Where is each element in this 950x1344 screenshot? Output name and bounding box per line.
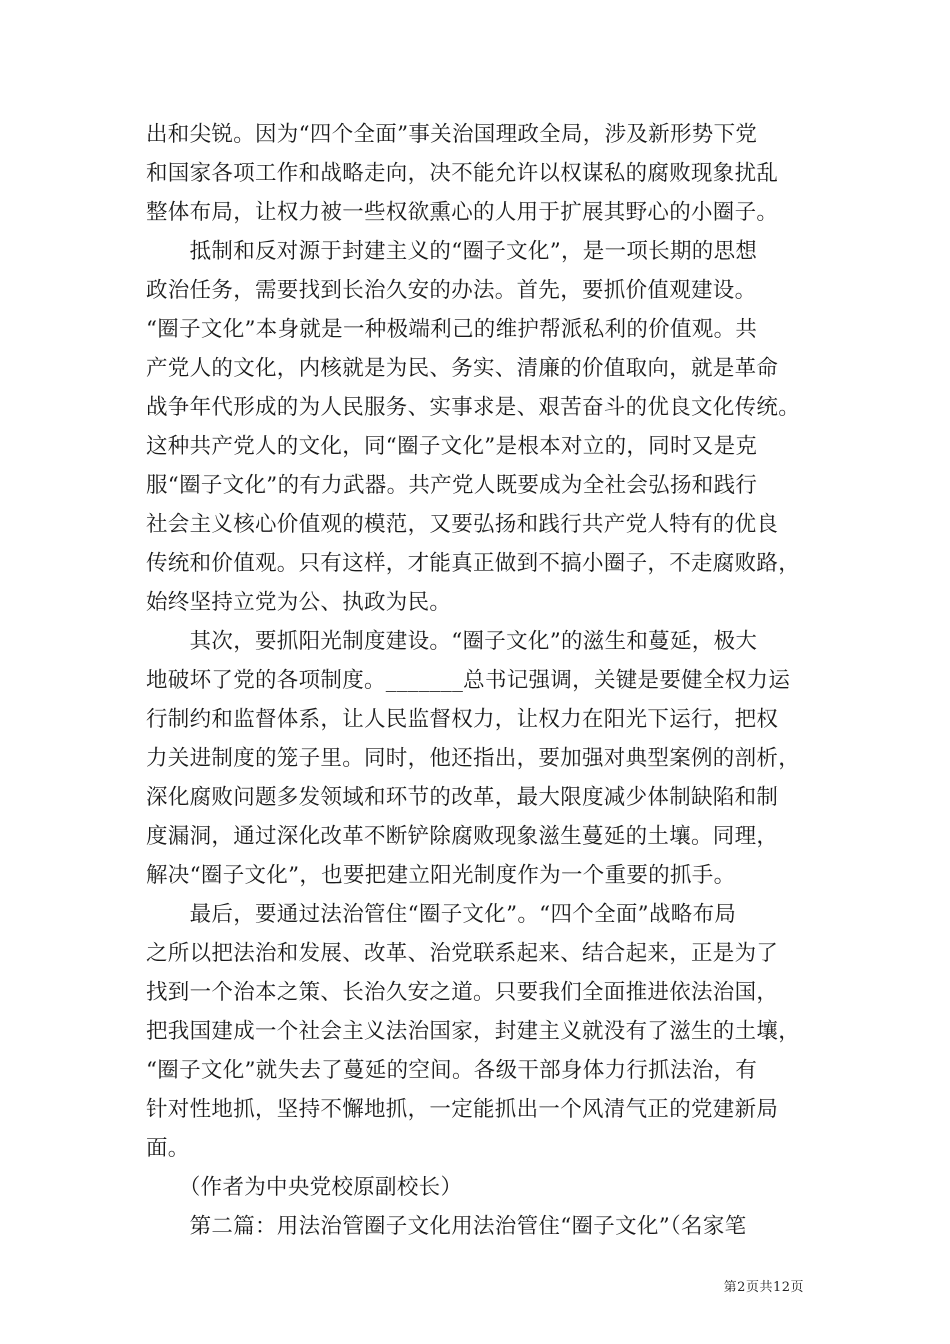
text-line: 传统和价值观。只有这样，才能真正做到不搞小圈子，不走腐败路，	[146, 551, 801, 576]
text-line: 这种共产党人的文化，同“圈子文化”是根本对立的，同时又是克	[146, 434, 758, 459]
text-line: 和国家各项工作和战略走向，决不能允许以权谋私的腐败现象扰乱	[146, 161, 779, 186]
text-line: 找到一个治本之策、长治久安之道。只要我们全面推进依法治国，	[146, 980, 779, 1005]
text-line: “圈子文化”本身就是一种极端利己的维护帮派私利的价值观。共	[146, 317, 758, 342]
text-line: （作者为中央党校原副校长）	[146, 1175, 463, 1200]
text-line: 其次，要抓阳光制度建设。“圈子文化”的滋生和蔓延，极大	[146, 629, 758, 654]
text-line: 针对性地抓，坚持不懈地抓，一定能抓出一个风清气正的党建新局	[146, 1097, 779, 1122]
text-line: 地破坏了党的各项制度。_______总书记强调，关键是要健全权力运	[146, 668, 791, 693]
text-line: 把我国建成一个社会主义法治国家，封建主义就没有了滋生的土壤，	[146, 1019, 801, 1044]
text-line: 解决“圈子文化”，也要把建立阳光制度作为一个重要的抓手。	[146, 863, 736, 888]
text-line: 深化腐败问题多发领域和环节的改革，最大限度减少体制缺陷和制	[146, 785, 779, 810]
text-line: 始终坚持立党为公、执政为民。	[146, 590, 452, 615]
text-line: 抵制和反对源于封建主义的“圈子文化”，是一项长期的思想	[146, 239, 758, 264]
text-line: “圈子文化”就失去了蔓延的空间。各级干部身体力行抓法治，有	[146, 1058, 758, 1083]
text-line: 战争年代形成的为人民服务、实事求是、艰苦奋斗的优良文化传统。	[146, 395, 801, 420]
text-line: 社会主义核心价值观的模范，又要弘扬和践行共产党人特有的优良	[146, 512, 779, 537]
text-line: 行制约和监督体系，让人民监督权力，让权力在阳光下运行，把权	[146, 707, 779, 732]
document-body	[146, 115, 808, 1246]
text-line: 面。	[146, 1136, 190, 1161]
text-line: 度漏洞，通过深化改革不断铲除腐败现象滋生蔓延的土壤。同理，	[146, 824, 779, 849]
text-line: 力关进制度的笼子里。同时，他还指出，要加强对典型案例的剖析，	[146, 746, 801, 771]
text-line: 产党人的文化，内核就是为民、务实、清廉的价值取向，就是革命	[146, 356, 779, 381]
page-number: 第2页共12页	[723, 1280, 804, 1295]
text-line: 之所以把法治和发展、改革、治党联系起来、结合起来，正是为了	[146, 941, 779, 966]
text-line: 最后，要通过法治管住“圈子文化”。“四个全面”战略布局	[146, 902, 737, 927]
text-line: 政治任务，需要找到长治久安的办法。首先，要抓价值观建设。	[146, 278, 757, 303]
text-line: 第二篇：用法治管圈子文化用法治管住“圈子文化”（名家笔	[146, 1214, 747, 1239]
text-line: 服“圈子文化”的有力武器。共产党人既要成为全社会弘扬和践行	[146, 473, 758, 498]
text-line: 整体布局，让权力被一些权欲熏心的人用于扩展其野心的小圈子。	[146, 200, 779, 225]
text-line: 出和尖锐。因为“四个全面”事关治国理政全局，涉及新形势下党	[146, 122, 758, 147]
